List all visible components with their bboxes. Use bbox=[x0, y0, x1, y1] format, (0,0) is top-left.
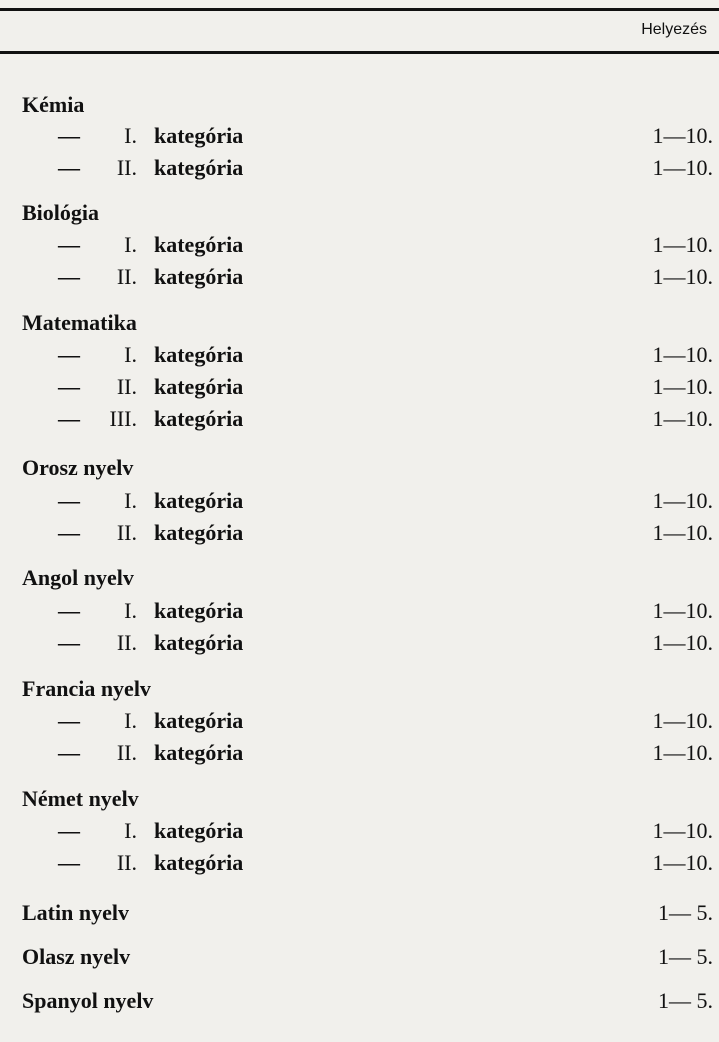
placement-range: 1—10. bbox=[652, 123, 713, 148]
dash: — bbox=[58, 818, 80, 843]
category-label: kategória bbox=[154, 374, 244, 399]
list-item bbox=[0, 708, 719, 738]
section-title-french: Francia nyelv bbox=[22, 676, 151, 701]
placement-range: 1— 5. bbox=[658, 988, 713, 1013]
list-item bbox=[0, 342, 719, 372]
placement-range: 1—10. bbox=[652, 630, 713, 655]
header-rule bbox=[0, 51, 719, 54]
category-number: I. bbox=[124, 708, 137, 733]
section-title-latin: Latin nyelv bbox=[22, 900, 129, 925]
dash: — bbox=[58, 342, 80, 367]
category-number: II. bbox=[116, 155, 137, 180]
category-label: kategória bbox=[154, 850, 244, 875]
list-item bbox=[0, 520, 719, 550]
section-title-italian: Olasz nyelv bbox=[22, 944, 131, 969]
placement-range: 1—10. bbox=[652, 406, 713, 431]
dash: — bbox=[58, 374, 80, 399]
category-number: I. bbox=[124, 818, 137, 843]
dash: — bbox=[58, 488, 80, 513]
dash: — bbox=[58, 740, 80, 765]
placement-range: 1—10. bbox=[652, 374, 713, 399]
dash: — bbox=[58, 850, 80, 875]
category-number: II. bbox=[116, 264, 137, 289]
section-title-german: Német nyelv bbox=[22, 786, 139, 811]
placement-range: 1—10. bbox=[652, 850, 713, 875]
category-label: kategória bbox=[154, 740, 244, 765]
dash: — bbox=[58, 264, 80, 289]
category-number: I. bbox=[124, 488, 137, 513]
placement-range: 1—10. bbox=[652, 708, 713, 733]
placement-range: 1— 5. bbox=[658, 900, 713, 925]
section-title-russian: Orosz nyelv bbox=[22, 455, 134, 480]
category-label: kategória bbox=[154, 520, 244, 545]
list-item bbox=[0, 232, 719, 262]
placement-range: 1—10. bbox=[652, 488, 713, 513]
placement-range: 1—10. bbox=[652, 264, 713, 289]
dash: — bbox=[58, 155, 80, 180]
category-label: kategória bbox=[154, 264, 244, 289]
dash: — bbox=[58, 232, 80, 257]
dash: — bbox=[58, 598, 80, 623]
placement-range: 1—10. bbox=[652, 232, 713, 257]
list-item bbox=[0, 850, 719, 880]
placement-range: 1—10. bbox=[652, 342, 713, 367]
dash: — bbox=[58, 520, 80, 545]
list-item bbox=[0, 488, 719, 518]
list-item bbox=[0, 123, 719, 153]
category-label: kategória bbox=[154, 708, 244, 733]
placement-range: 1—10. bbox=[652, 740, 713, 765]
dash: — bbox=[58, 630, 80, 655]
placement-range: 1—10. bbox=[652, 155, 713, 180]
category-label: kategória bbox=[154, 123, 244, 148]
category-number: II. bbox=[116, 630, 137, 655]
placement-range: 1—10. bbox=[652, 598, 713, 623]
category-number: I. bbox=[124, 598, 137, 623]
dash: — bbox=[58, 123, 80, 148]
section-title-biology: Biológia bbox=[22, 200, 100, 225]
category-number: III. bbox=[109, 406, 137, 431]
category-label: kategória bbox=[154, 818, 244, 843]
list-item bbox=[0, 598, 719, 628]
category-number: II. bbox=[116, 374, 137, 399]
dash: — bbox=[58, 708, 80, 733]
category-number: I. bbox=[124, 123, 137, 148]
column-header-placement: Helyezés bbox=[641, 21, 707, 38]
top-rule bbox=[0, 8, 719, 11]
category-label: kategória bbox=[154, 342, 244, 367]
category-label: kategória bbox=[154, 406, 244, 431]
list-item bbox=[0, 264, 719, 294]
category-number: I. bbox=[124, 342, 137, 367]
section-title-english: Angol nyelv bbox=[22, 565, 134, 590]
category-number: II. bbox=[116, 740, 137, 765]
category-label: kategória bbox=[154, 598, 244, 623]
placement-range: 1—10. bbox=[652, 818, 713, 843]
category-number: I. bbox=[124, 232, 137, 257]
dash: — bbox=[58, 406, 80, 431]
list-item bbox=[0, 374, 719, 404]
placement-range: 1— 5. bbox=[658, 944, 713, 969]
list-item bbox=[0, 630, 719, 660]
category-label: kategória bbox=[154, 155, 244, 180]
category-number: II. bbox=[116, 850, 137, 875]
list-item bbox=[0, 155, 719, 185]
section-title-chemistry: Kémia bbox=[22, 92, 85, 117]
category-number: II. bbox=[116, 520, 137, 545]
category-label: kategória bbox=[154, 488, 244, 513]
category-label: kategória bbox=[154, 630, 244, 655]
section-title-mathematics: Matematika bbox=[22, 310, 137, 335]
list-item bbox=[0, 740, 719, 770]
category-label: kategória bbox=[154, 232, 244, 257]
list-item bbox=[0, 818, 719, 848]
section-title-spanish: Spanyol nyelv bbox=[22, 988, 154, 1013]
list-item bbox=[0, 406, 719, 436]
placement-range: 1—10. bbox=[652, 520, 713, 545]
